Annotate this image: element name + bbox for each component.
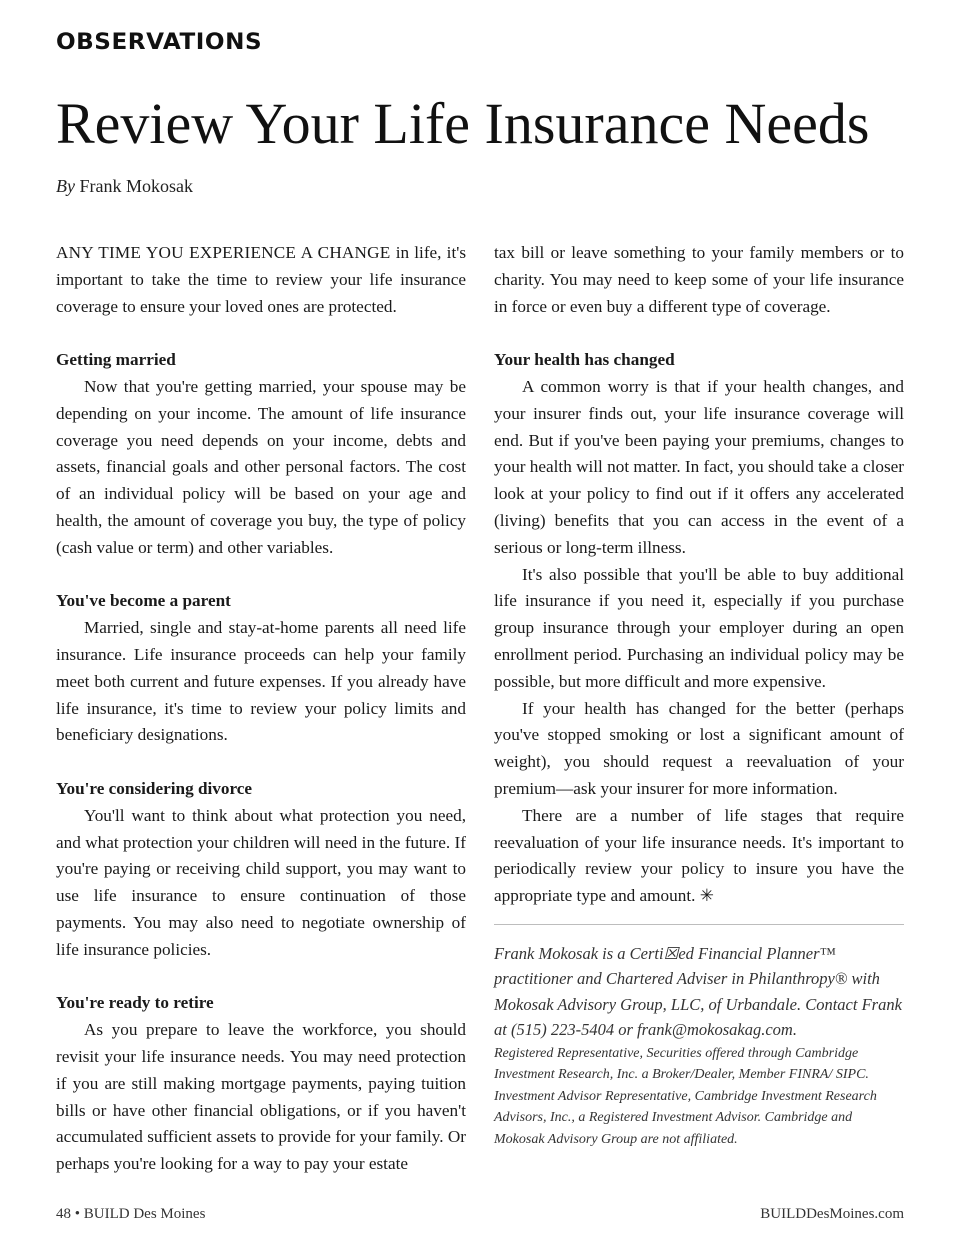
intro-lead-caps: ANY TIME YOU EXPERIENCE A CHANGE <box>56 243 391 262</box>
body-paragraph: There are a number of life stages that require reevaluation of your life insurance needs. It's important to periodically review your policy to insure you have the appropriate type and amount. ✳ <box>494 805 904 906</box>
author-bio: Frank Mokosak is a Certi☒ed Financial Planner™ practitioner and Chartered Adviser in Philanthropy® with Mokosak Advisory Group, LLC, of Urbandale. Contact Frank at (515) 223-5404 or frank@mokosakag.com. <box>494 943 902 1040</box>
section-label: OBSERVATIONS <box>56 30 263 55</box>
bio-divider <box>494 924 904 925</box>
section-heading: Getting married <box>56 350 176 370</box>
body-paragraph: As you prepare to leave the workforce, you should revisit your life insurance needs. You may need protection if you are still making mortgage payments, paying tuition bills or have other financial obligations, or if you haven't accumulated sufficient assets to provide for your family. Or perhaps you're looking for a way to pay your estate <box>56 1020 466 1174</box>
author-name: Frank Mokosak <box>79 176 193 196</box>
right-column <box>494 240 904 1150</box>
page-number: 48 <box>56 1206 71 1222</box>
body-paragraph: Now that you're getting married, your spouse may be depending on your income. The amount of life insurance coverage you need depends on your income, debts and assets, financial goals and other personal factors. The cost of an individual policy will be based on your age and health, the amount of coverage you buy, the type of policy (cash value or term) and other variables. <box>56 376 466 557</box>
intro-text: in life, it's important to take the time to review your life insurance coverage to ensure your loved ones are protected. <box>56 243 467 316</box>
byline <box>56 176 193 197</box>
section-heading: Your health has changed <box>494 350 675 370</box>
footer-website: BUILDDesMoines.com <box>760 1206 904 1222</box>
body-paragraph: It's also possible that you'll be able to buy additional life insurance if you need it, especially if you purchase group insurance through your employer during an open enrollment period. Purchasing an individual policy may be possible, but more difficult and more expensive. <box>494 564 904 691</box>
section-heading: You're considering divorce <box>56 778 253 798</box>
footer-page-info <box>56 1206 205 1223</box>
footer-bullet: • <box>74 1206 81 1222</box>
intro-paragraph <box>56 240 466 320</box>
legal-disclaimer: Registered Representative, Securities offered through Cambridge Investment Research, Inc. a Broker/Dealer, Member FINRA/ SIPC. Investment Advisor Representative, Cambridge Investment Research Advisors, Inc., a Registered Investment Advisor. Cambridge and Mokosak Advisory Group are not affiliated. <box>494 1045 877 1147</box>
body-paragraph: If your health has changed for the better (perhaps you've stopped smoking or lost a significant amount of weight), you should request a reevaluation of your premium—ask your insurer for more information. <box>494 698 904 798</box>
body-paragraph: A common worry is that if your health changes, and your insurer finds out, your life insurance coverage will end. But if you've been paying your premiums, changes to your health will not matter. In fact, you should take a closer look at your policy to find out if it offers any accelerated (living) benefits that you can access in the event of a serious or long-term illness. <box>494 376 904 557</box>
byline-prefix: By <box>56 176 75 196</box>
article-headline: Review Your Life Insurance Needs <box>56 91 870 156</box>
section-heading: You've become a parent <box>56 591 231 611</box>
body-paragraph: You'll want to think about what protection you need, and what protection your children will need in the future. If you're paying or receiving child support, you may want to use life insurance to ensure continuation of those payments. You may also need to negotiate ownership of life insurance policies. <box>56 805 466 959</box>
continuation-paragraph: tax bill or leave something to your family members or to charity. You may need to keep some of your life insurance in force or even buy a different type of coverage. <box>494 243 904 316</box>
left-column <box>56 240 466 1178</box>
body-paragraph: Married, single and stay-at-home parents all need life insurance. Life insurance proceeds can help your family meet both current and future expenses. If you already have life insurance, it's time to review your policy limits and beneficiary designations. <box>56 618 466 745</box>
publication-name: BUILD Des Moines <box>83 1206 206 1222</box>
section-heading: You're ready to retire <box>56 993 214 1013</box>
